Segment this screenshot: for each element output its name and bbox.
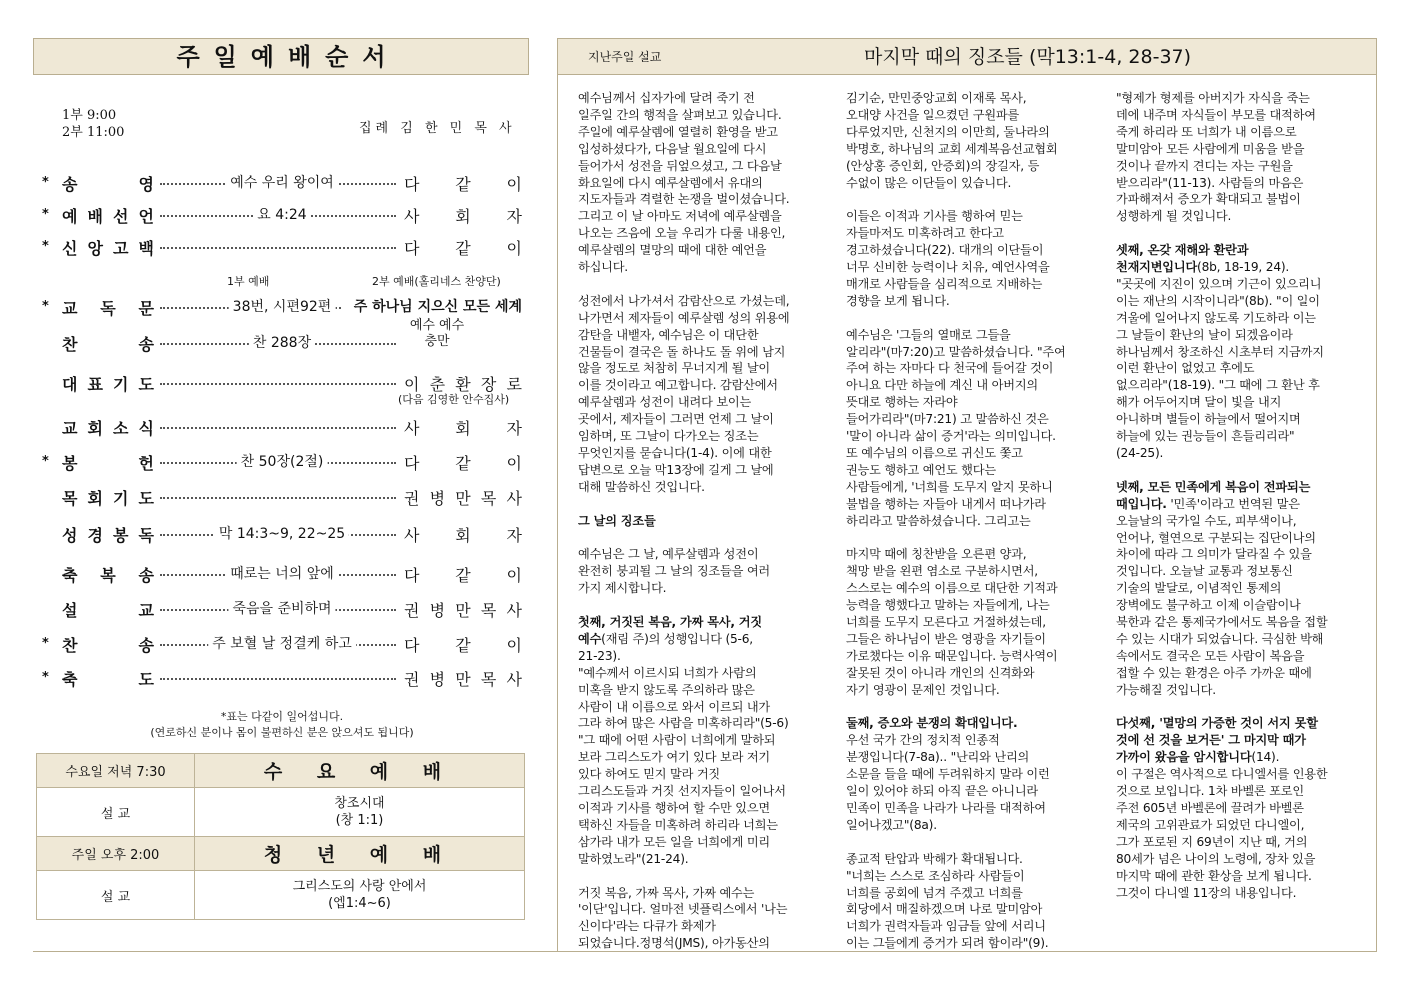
- order-item-name: 성 경 봉 독: [62, 526, 154, 545]
- standing-marker: *: [42, 670, 49, 685]
- wed-label: 설 교: [37, 788, 195, 837]
- sermon-paragraph: 예수님은 '그들의 열매로 그들을 알리라"(마7:20)고 말씀하셨습니다. "주여 주여 하는 자마다 다 천국에 들어갈 것이 아니요 다만 하늘에 계신 내 아버지의 뜻대로 행하는 자라야 들어가리라"(마7:21) 고 말씀하신 것은 '말이 아니라 삶이 증거'라는 의미입니다. 또 예수님의 이름으로 귀신도 쫓고 권능도 행하고 예언도 했다는 사람들에게, '너희를 도무지 알지 못하니 불법을 행하는 자들아 내게서 떠나가라 하리라고 말씀하셨습니다. 그리고는: [846, 327, 1066, 528]
- order-item-detail: 주 보혈 날 정결케 하고: [208, 633, 356, 653]
- order-item: [42, 451, 522, 475]
- order-item-leader: 사 회 자: [404, 207, 522, 226]
- youth-time: 주일 오후 2:00: [37, 837, 195, 871]
- order-item: [42, 296, 522, 320]
- order-item-leader: 다 같 이: [404, 239, 522, 258]
- sermon-paragraph: 둘째, 증오와 분쟁의 확대입니다. 우선 국가 간의 정치적 인종적 분쟁입니다(7-8a).. "난리와 난리의 소문을 들을 때에 두려워하지 말라 이런 일이 있어야 하되 아직 끝은 아니니라 민족이 민족을 나라가 나라를 대적하여 일어나겠고"(8a).: [846, 716, 1050, 832]
- sermon-paragraph: 다섯째, '멸망의 가증한 것이 서지 못할 것에 선 것을 보거든' 그 마지막 때가 가까이 왔음을 암시합니다(14). 이 구절은 역사적으로 다니엘서를 인용한 것으로 보입니다. 1차 바벨론 포로인 주전 605년 바벨론에 끌려가 바벨론 제국의 고위관료가 되었던 다니엘이, 그가 포로된 지 69년이 지난 때, 거의 80세가 넘은 나이의 노령에, 장차 있을 마지막 때에 관한 환상을 보게 됩니다. 그것이 다니엘 11장의 내용입니다.: [1116, 716, 1328, 900]
- order-item-leader: 권 병 만 목 사: [404, 670, 522, 689]
- sermon-column-3: [1116, 90, 1366, 918]
- sermon-paragraph: 이들은 이적과 기사를 행하여 믿는 자들마저도 미혹하려고 한다고 경고하셨습니다(22). 대개의 이단들이 너무 신비한 능력이나 치유, 예언사역을 매개로 사람들을 심리적으로 지배하는 경향을 보게 됩니다.: [846, 209, 1050, 308]
- order-item-detail: 죽음을 준비하며: [228, 598, 335, 618]
- order-item-leader: 사 회 자: [404, 526, 522, 545]
- order-item: [42, 486, 522, 510]
- service-time-2: 2부 11:00: [62, 125, 125, 140]
- sermon-paragraph: 종교적 탄압과 박해가 확대됩니다. "너희는 스스로 조심하라 사람들이 너희를 공회에 넘겨 주겠고 너희를 회당에서 매질하겠으며 나로 말미암아 너희가 권력자들과 임금들 앞에 서리니 이는 그들에게 증거가 되려 함이라"(9).: [846, 851, 1049, 951]
- standing-marker: *: [42, 454, 49, 469]
- wed-time: 수요일 저녁 7:30: [37, 754, 195, 788]
- order-item: [42, 523, 522, 547]
- order-item: [42, 416, 522, 440]
- order-item-leader: 다 같 이: [404, 454, 522, 473]
- order-item: [42, 236, 522, 260]
- order-item-name: 설 교: [62, 601, 154, 620]
- order-item-name: 목 회 기 도: [62, 489, 154, 508]
- service-time-1: 1부 9:00: [62, 108, 117, 123]
- sermon-paragraph: 예수님은 그 날, 예루살렘과 성전이 완전히 붕괴될 그 날의 징조들을 여러 가지 제시합니다.: [578, 547, 770, 596]
- hymn-2bu-song: 예수 예수 충만: [409, 318, 465, 349]
- dot-leader: [160, 427, 396, 429]
- order-item: [42, 172, 522, 196]
- order-item-detail: 38번, 시편92편: [229, 296, 336, 316]
- service-times: [62, 107, 124, 141]
- standing-note: *표는 다같이 일어섭니다.: [220, 710, 344, 723]
- standing-marker: *: [42, 207, 49, 222]
- dot-leader: [160, 497, 396, 499]
- sermon-label: 지난주일 설교: [588, 50, 662, 64]
- sermon-paragraph: 거짓 복음, 가짜 목사, 가짜 예수는 '이단'입니다. 얼마전 넷플릭스에서 '나는 신이다'라는 다큐가 화제가 되었습니다.정명석(JMS), 아가동산의: [578, 885, 788, 951]
- dot-leader: [160, 678, 396, 680]
- order-item-name: 교 독 문: [62, 299, 154, 318]
- seated-note: (연로하신 분이나 몸이 불편하신 분은 앉으셔도 됩니다): [150, 726, 414, 739]
- sermon-paragraph: 그 날의 징조들: [578, 513, 656, 528]
- order-item-name: 축 복 송: [62, 566, 154, 585]
- order-item: [42, 667, 522, 691]
- sermon-paragraph: 예수님께서 십자가에 달려 죽기 전 일주일 간의 행적을 살펴보고 있습니다. 주일에 예루살렘에 열렬히 환영을 받고 입성하셨다가, 다음날 월요일에 다시 들어가서 성전을 뒤엎으셨고, 그 다음날 화요일에 다시 예루살렘에서 유대의 지도자들과 격렬한 논쟁을 벌이셨습니다. 그리고 이 날 아마도 저녁에 예루살렘을 나오는 즈음에 오늘 우리가 다룰 내용인, 예루살렘의 멸망의 때에 대한 예언을 하십니다.: [578, 91, 790, 275]
- standing-marker: *: [42, 636, 49, 651]
- order-item-name: 교 회 소 식: [62, 419, 154, 438]
- order-item-detail: 예수 우리 왕이여: [226, 172, 338, 192]
- youth-sermon: 그리스도의 사랑 안에서 (엡1:4~6): [195, 871, 525, 920]
- dot-leader: [160, 383, 396, 385]
- page-bottom-line: [33, 951, 1377, 952]
- order-item-name: 대 표 기 도: [62, 375, 154, 394]
- order-item-leader: 권 병 만 목 사: [404, 601, 522, 620]
- order-item-leader: 주 하나님 지으신 모든 세계: [342, 296, 522, 316]
- hymn-1bu-label: 1부 예배: [227, 275, 270, 288]
- order-item-name: 찬 송: [62, 335, 154, 354]
- youth-label: 설 교: [37, 871, 195, 920]
- prayer-next: (다음 김영한 안수집사): [398, 393, 510, 406]
- order-item-detail: 찬 288장: [249, 332, 315, 352]
- sermon-header: [557, 38, 1377, 75]
- youth-title: 청 년 예 배: [195, 837, 525, 871]
- order-item-name: 신 앙 고 백: [62, 239, 154, 258]
- order-item-name: 축 도: [62, 670, 154, 689]
- order-item-leader: 다 같 이: [404, 175, 522, 194]
- sermon-title: 마지막 때의 징조들 (막13:1-4, 28-37): [864, 46, 1192, 68]
- sermon-paragraph: 김기순, 만민중앙교회 이재록 목사, 오대양 사건을 일으켰던 구원파를 다루었지만, 신천지의 이만희, 둘나라의 박명호, 하나님의 교회 세계복음선교협회 (안상홍 증인회, 안증회)의 장길자, 등 수없이 많은 이단들이 있습니다.: [846, 91, 1058, 190]
- hymn-2bu-label: 2부 예배(홀리네스 찬양단): [372, 275, 501, 288]
- order-item-leader: 이 춘 환 장 로: [404, 375, 522, 394]
- sermon-paragraph: "형제가 형제를 아버지가 자식을 죽는 데에 내주며 자식들이 부모를 대적하여 죽게 하리라 또 너희가 내 이름으로 말미암아 모든 사람에게 미움을 받을 것이나 끝까지 견디는 자는 구원을 받으리라"(11-13). 사람들의 마음은 가파해져서 증오가 확대되고 불법이 성행하게 될 것입니다.: [1116, 91, 1316, 224]
- order-item-name: 송 영: [62, 175, 154, 194]
- order-item: [42, 204, 522, 228]
- other-services-table: [36, 753, 525, 920]
- order-item-detail: 때로는 너의 앞에: [226, 563, 338, 583]
- wed-title: 수 요 예 배: [195, 754, 525, 788]
- standing-marker: *: [42, 175, 49, 190]
- order-item-name: 예 배 선 언: [62, 207, 154, 226]
- order-item-detail: 요 4:24: [253, 204, 310, 224]
- order-item: [42, 598, 522, 622]
- order-item-name: 찬 송: [62, 636, 154, 655]
- wed-sermon: 창조시대 (창 1:1): [195, 788, 525, 837]
- order-item: [42, 563, 522, 587]
- officiant: 집례 김 한 민 목 사: [359, 121, 516, 136]
- order-item-name: 봉 헌: [62, 454, 154, 473]
- standing-marker: *: [42, 239, 49, 254]
- order-item-leader: 다 같 이: [404, 636, 522, 655]
- dot-leader: [160, 247, 396, 249]
- sermon-paragraph: 첫째, 거짓된 복음, 가짜 목사, 거짓 예수(재림 주)의 성행입니다 (5-6, 21-23). "예수께서 이르시되 너희가 사람의 미혹을 받지 않도록 주의하라 많은 사람이 내 이름으로 와서 이르되 내가 그라 하여 많은 사람을 미혹하리라"(5-6) "그 때에 어떤 사람이 너희에게 말하되 보라 그리스도가 여기 있다 보라 저기 있다 하여도 믿지 말라 거짓 그리스도들과 거짓 선지자들이 일어나서 이적과 기사를 행하여 할 수만 있으면 택하신 자들을 미혹하려 하리라 너희는 삼가라 내가 모든 일을 너희에게 미리 말하였노라"(21-24).: [578, 615, 789, 866]
- order-item: [42, 633, 522, 657]
- order-item-leader: 다 같 이: [404, 566, 522, 585]
- sermon-column-2: [846, 90, 1098, 969]
- sermon-paragraph: 마지막 때에 칭찬받을 오른편 양과, 책망 받을 왼편 염소로 구분하시면서, 스스로는 예수의 이름으로 대단한 기적과 능력을 행했다고 말하는 자들에게, 나는 너희를 도무지 모른다고 거절하셨는데, 그들은 하나님이 받은 영광을 자기들이 가로챘다는 이유 때문입니다. 능력사역이 잘못된 것이 아니라 개인의 신격화와 자기 영광이 문제인 것입니다.: [846, 547, 1058, 697]
- sermon-paragraph: 넷째, 모든 민족에게 복음이 전파되는 때입니다. '민족'이라고 번역된 말은 오늘날의 국가일 수도, 피부색이나, 언어나, 혈연으로 구분되는 집단이나의 차이에 따라 그 의미가 달라질 수 있을 것입니다. 오늘날 교통과 정보통신 기술의 발달로, 이념적인 통제의 장벽에도 불구하고 이제 이슬람이나 북한과 같은 통제국가에서도 복음을 접할 수 있는 시대가 되었습니다. 극심한 박해 속에서도 결국은 모든 사람이 복음을 접할 수 있는 환경은 아주 가까운 때에 가능해질 것입니다.: [1116, 479, 1328, 697]
- order-item-detail: 찬 50장(2절): [237, 451, 328, 471]
- sermon-paragraph: 셋째, 온갖 재해와 환란과 천재지변입니다(8b, 18-19, 24). "곳곳에 지진이 있으며 기근이 있으리니 이는 재난의 시작이니라"(8b). "이 일이 겨울에 일어나지 않도록 기도하라 이는 그 날들이 환난의 날이 되겠음이라 하나님께서 창조하신 시초부터 지금까지 이런 환난이 없었고 후에도 없으리라"(18-19). "그 때에 그 환난 후 해가 어두어지며 달이 빛을 내지 아니하며 별들이 하늘에서 떨어지며 하늘에 있는 권능들이 흔들리리라" (24-25).: [1116, 243, 1324, 461]
- order-item-leader: 사 회 자: [404, 419, 522, 438]
- order-of-worship-title: 주일예배순서: [33, 38, 529, 75]
- sermon-paragraph: 성전에서 나가셔서 감람산으로 가셨는데, 나가면서 제자들이 예루살렘 성의 위용에 감탄을 내뱉자, 예수님은 이 대단한 건물들이 결국은 돌 하나도 돌 위에 남지 않을 정도로 처참히 무너지게 될 날이 이를 것이라고 예고합니다. 감람산에서 예루살렘과 성전이 내려다 보이는 곳에서, 제자들이 그러면 언제 그 날이 임하며, 또 그날이 다가오는 징조는 무엇인지를 묻습니다(1-4). 이에 대한 답변으로 오늘 막13장에 길게 그 날에 대해 말씀하신 것입니다.: [578, 293, 790, 494]
- order-item-detail: 막 14:3~9, 22~25: [215, 523, 349, 543]
- sermon-column-1: [578, 90, 828, 969]
- standing-marker: *: [42, 299, 49, 314]
- order-item-leader: 권 병 만 목 사: [404, 489, 522, 508]
